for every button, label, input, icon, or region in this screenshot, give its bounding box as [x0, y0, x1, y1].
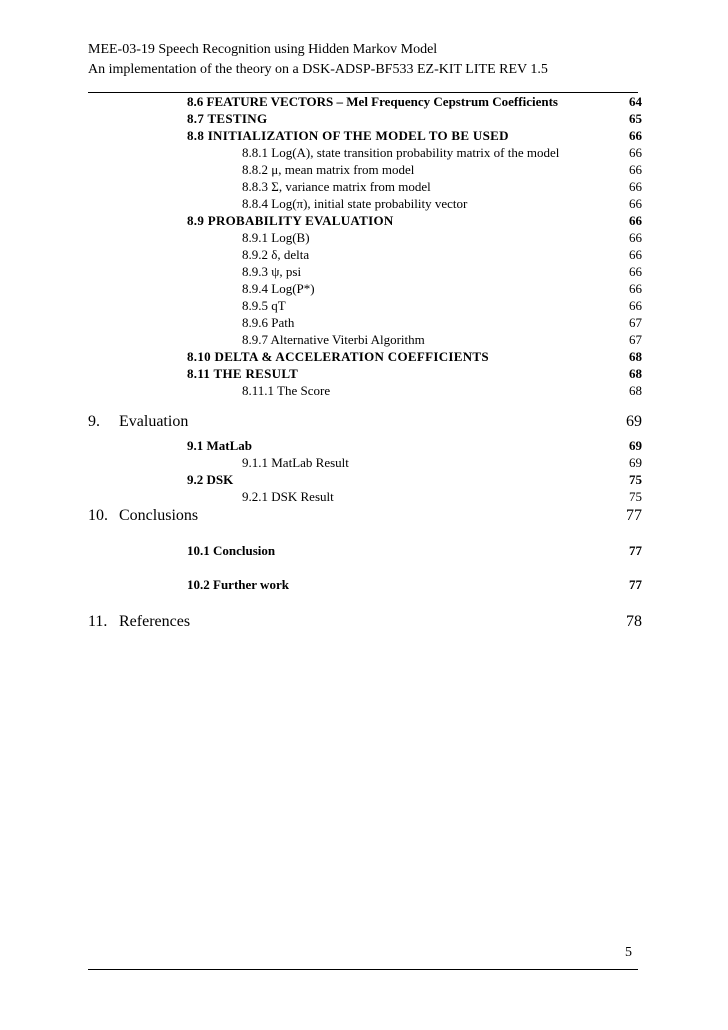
table-of-contents — [0, 93, 728, 633]
toc-entry-8-8-3[interactable]: 8.8.3 Σ, variance matrix from model 66 — [242, 179, 642, 194]
toc-entry-8-8[interactable]: 8.8 INITIALIZATION OF THE MODEL TO BE USED 66 — [187, 128, 642, 143]
toc-entry-10-2[interactable]: 10.2 Further work 77 — [187, 577, 642, 592]
toc-chapter-11[interactable]: 11. References 78 — [0, 611, 728, 633]
toc-entry-8-8-2[interactable]: 8.8.2 μ, mean matrix from model 66 — [242, 162, 642, 177]
toc-entry-8-9-4[interactable]: 8.9.4 Log(P*) 66 — [242, 281, 642, 296]
toc-entry-8-6[interactable]: 8.6 FEATURE VECTORS – Mel Frequency Cepstrum Coefficients 64 — [187, 94, 642, 109]
toc-entry-8-9[interactable]: 8.9 PROBABILITY EVALUATION 66 — [187, 213, 642, 228]
toc-entry-8-9-3[interactable]: 8.9.3 ψ, psi 66 — [242, 264, 642, 279]
toc-entry-8-8-4[interactable]: 8.8.4 Log(π), initial state probability vector 66 — [242, 196, 642, 211]
header-line-2: An implementation of the theory on a DSK-ADSP-BF533 EZ-KIT LITE REV 1.5 — [88, 62, 548, 77]
toc-entry-9-2[interactable]: 9.2 DSK 75 — [187, 472, 642, 487]
chapter-title: Evaluation — [119, 413, 189, 430]
chapter-title: Conclusions — [119, 507, 199, 524]
toc-entry-8-9-1[interactable]: 8.9.1 Log(B) 66 — [242, 230, 642, 245]
header-line-1: MEE-03-19 Speech Recognition using Hidden Markov Model — [88, 42, 438, 57]
toc-entry-9-2-1[interactable]: 9.2.1 DSK Result 75 — [242, 489, 642, 504]
toc-entry-8-9-2[interactable]: 8.9.2 δ, delta 66 — [242, 247, 642, 262]
chapter-title: References — [119, 613, 191, 630]
footer-rule — [88, 969, 638, 970]
toc-entry-8-9-6[interactable]: 8.9.6 Path 67 — [242, 315, 642, 330]
page-number: 5 — [625, 945, 632, 960]
chapter-number: 10. — [88, 507, 108, 524]
chapter-number: 9. — [88, 413, 100, 430]
toc-chapter-10[interactable]: 10. Conclusions 77 — [0, 505, 728, 527]
chapter-number: 11. — [88, 613, 108, 630]
toc-entry-8-9-7[interactable]: 8.9.7 Alternative Viterbi Algorithm 67 — [242, 332, 642, 347]
toc-entry-8-9-5[interactable]: 8.9.5 qT 66 — [242, 298, 642, 313]
toc-entry-8-7[interactable]: 8.7 TESTING 65 — [187, 111, 642, 126]
toc-entry-8-11-1[interactable]: 8.11.1 The Score 68 — [242, 383, 642, 398]
toc-entry-8-10[interactable]: 8.10 DELTA & ACCELERATION COEFFICIENTS 68 — [187, 349, 642, 364]
toc-entry-9-1-1[interactable]: 9.1.1 MatLab Result 69 — [242, 455, 642, 470]
running-header — [88, 40, 548, 80]
toc-entry-10-1[interactable]: 10.1 Conclusion 77 — [187, 543, 642, 558]
toc-entry-9-1[interactable]: 9.1 MatLab 69 — [187, 438, 642, 453]
toc-entry-8-8-1[interactable]: 8.8.1 Log(A), state transition probability matrix of the model 66 — [242, 145, 642, 160]
toc-chapter-9[interactable]: 9. Evaluation 69 — [0, 411, 728, 433]
toc-entry-8-11[interactable]: 8.11 THE RESULT 68 — [187, 366, 642, 381]
